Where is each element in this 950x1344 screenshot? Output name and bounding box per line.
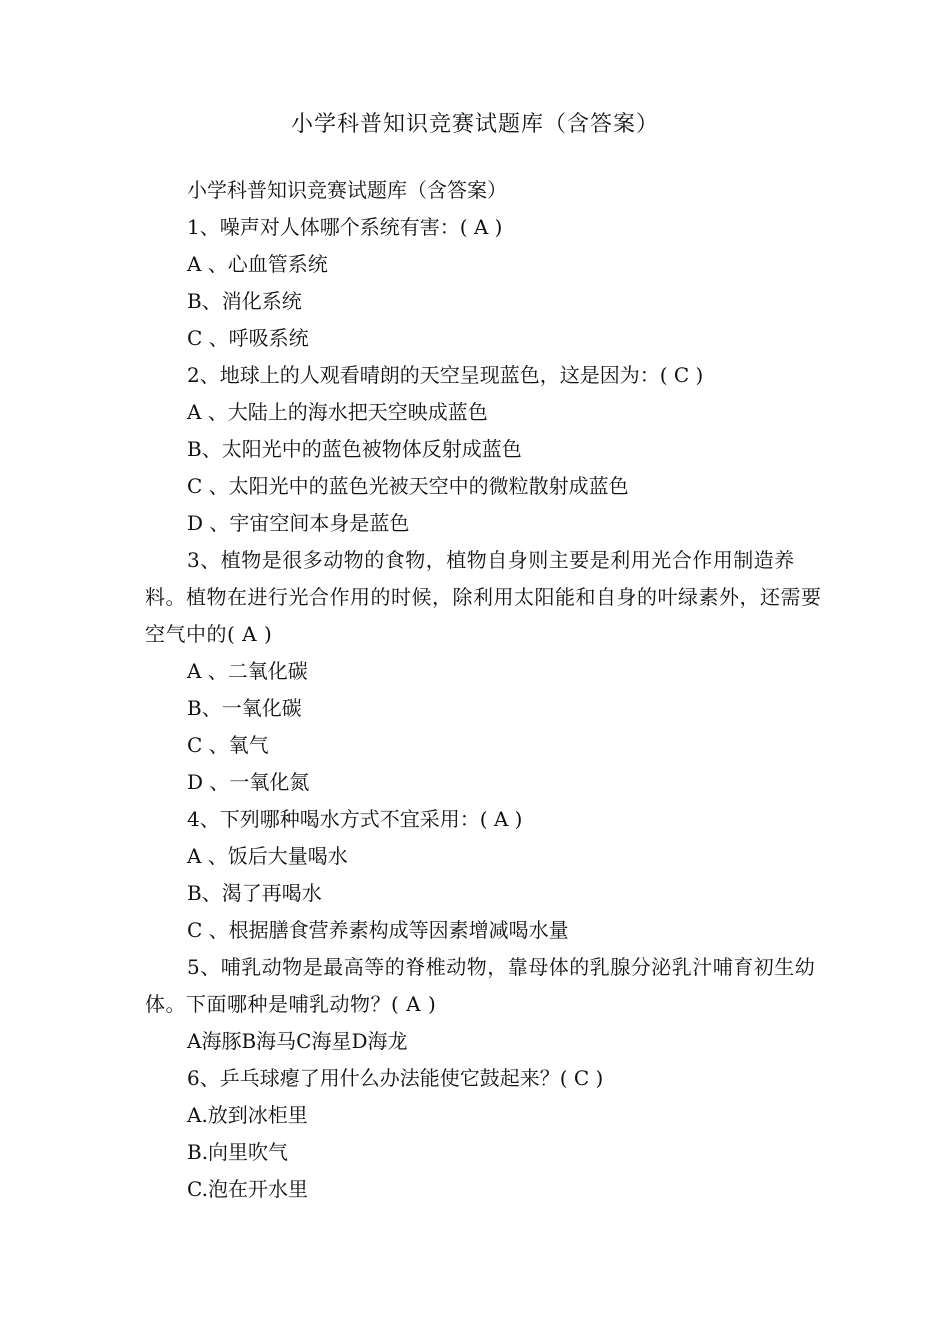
question-3-option-d: D 、一氧化氮 <box>187 770 310 794</box>
question-6-option-a: A.放到冰柜里 <box>187 1103 308 1127</box>
question-2-option-b: B、太阳光中的蓝色被物体反射成蓝色 <box>187 437 522 461</box>
question-6-option-c: C.泡在开水里 <box>187 1177 308 1201</box>
question-4: 4、下列哪种喝水方式不宜采用：( A ) <box>187 807 523 831</box>
question-2: 2、地球上的人观看晴朗的天空呈现蓝色，这是因为：( C ) <box>187 363 704 387</box>
question-5-options: A海豚B海马C海星D海龙 <box>187 1029 408 1053</box>
question-2-option-a: A 、大陆上的海水把天空映成蓝色 <box>187 400 488 424</box>
question-2-option-d: D 、宇宙空间本身是蓝色 <box>187 511 410 535</box>
question-3: 3、植物是很多动物的食物，植物自身则主要是利用光合作用制造养料。植物在进行光合作用的时候，除利用太阳能和自身的叶绿素外，还需要空气中的( A ) <box>145 548 822 646</box>
question-2-option-c: C 、太阳光中的蓝色光被天空中的微粒散射成蓝色 <box>187 474 629 498</box>
question-4-option-a: A 、饭后大量喝水 <box>187 844 348 868</box>
question-6: 6、乒乓球瘪了用什么办法能使它鼓起来？( C ) <box>187 1066 604 1090</box>
question-4-option-b: B、渴了再喝水 <box>187 881 322 905</box>
question-3-option-c: C 、氧气 <box>187 733 269 757</box>
question-1-option-c: C 、呼吸系统 <box>187 326 309 350</box>
question-3-option-a: A 、二氧化碳 <box>187 659 308 683</box>
question-1-option-a: A 、心血管系统 <box>187 252 328 276</box>
question-5: 5、哺乳动物是最高等的脊椎动物，靠母体的乳腺分泌乳汁哺育初生幼体。下面哪种是哺乳动物？( A ) <box>145 955 816 1016</box>
question-6-option-b: B.向里吹气 <box>187 1140 289 1164</box>
question-4-option-c: C 、根据膳食营养素构成等因素增减喝水量 <box>187 918 569 942</box>
question-1-option-b: B、消化系统 <box>187 289 302 313</box>
document-title: 小学科普知识竞赛试题库（含答案） <box>290 112 659 137</box>
question-1: 1、噪声对人体哪个系统有害：( A ) <box>187 215 503 239</box>
document-subtitle: 小学科普知识竞赛试题库（含答案） <box>187 178 507 202</box>
document-body <box>145 172 825 1208</box>
question-3-option-b: B、一氧化碳 <box>187 696 302 720</box>
